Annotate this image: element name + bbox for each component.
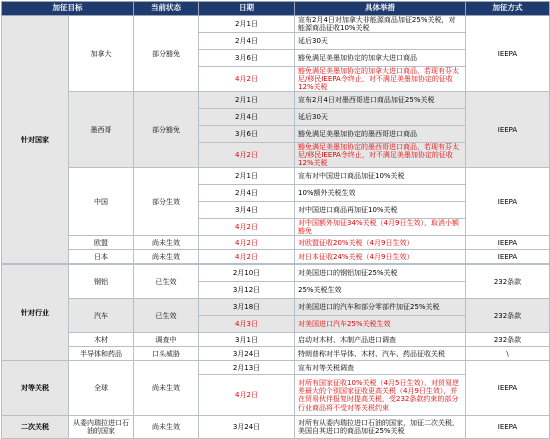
target-canada: 加拿大 [69,16,134,92]
measure-cell: 对美国进口的汽车和部分零部件加征25%关税 [295,299,466,316]
date-cell: 3月6日 [199,50,295,67]
table-row [2,236,550,250]
measure-cell: 特朗普称对半导体、木材、汽车、药品征收关税 [295,347,466,361]
status-china: 部分生效 [134,168,199,236]
date-cell: 2月1日 [199,16,295,33]
measure-cell: 豁免满足美墨加协定的加拿大进口商品，若现有芬太尼/移民IEEPA令终止，对不满足美墨加协定的征收12%关税 [295,67,466,92]
group-label-industries: 针对行业 [2,265,69,361]
measure-cell: 启动对木材、木制产品进口调查 [295,333,466,347]
header-row [2,2,550,16]
target-eu: 欧盟 [69,236,134,250]
measure-cell: 对欧盟征收20%关税（4月9日生效） [295,236,466,250]
header-date: 日期 [199,2,295,16]
date-cell: 4月3日 [199,316,295,333]
measure-cell: 对美国进口汽车25%关税生效 [295,316,466,333]
date-cell: 4月2日 [199,219,295,236]
table-row [2,265,550,282]
header-target: 加征目标 [2,2,134,16]
method-japan: IEEPA [466,250,550,264]
target-mexico: 墨西哥 [69,92,134,168]
measure-cell: 对所有国家征收10%关税（4月5日生效），对贸易逆差最大的个别国家征收更高关税（4月9日生效），并在贸易伙伴报复时提高关税，受232条款约束的部分行业商品将不受对等关税约束 [295,375,466,416]
table-row [2,299,550,316]
method-mexico: IEEPA [466,92,550,168]
status-auto: 已生效 [134,299,199,333]
header-method: 加征方式 [466,2,550,16]
date-cell: 3月24日 [199,416,295,439]
status-steel: 已生效 [134,265,199,299]
date-cell: 2月4日 [199,109,295,126]
date-cell: 2月1日 [199,168,295,185]
date-cell: 4月2日 [199,250,295,264]
status-eu: 尚未生效 [134,236,199,250]
target-timber: 木材 [69,333,134,347]
measure-cell: 宣布对中国进口商品加征10%关税 [295,168,466,185]
measure-cell: 对美国进口的钢铝加征25%关税 [295,265,466,282]
table-row [2,16,550,33]
table-row [2,92,550,109]
date-cell: 4月2日 [199,143,295,168]
measure-cell: 10%额外关税生效 [295,185,466,202]
measure-cell: 宣布对等关税调查 [295,361,466,375]
date-cell: 3月1日 [199,333,295,347]
group-label-countries: 针对国家 [2,16,69,264]
date-cell: 3月6日 [199,126,295,143]
table-row [2,361,550,375]
date-cell: 4月2日 [199,67,295,92]
target-japan: 日本 [69,250,134,264]
date-cell: 3月12日 [199,282,295,299]
header-status: 当前状态 [134,2,199,16]
method-semis: \ [466,347,550,361]
method-canada: IEEPA [466,16,550,92]
measure-cell: 宣布2月4日对墨西哥进口商品加征25%关税 [295,92,466,109]
tariff-table-lower [1,264,550,439]
date-cell: 4月2日 [199,236,295,250]
status-semis: 口头威胁 [134,347,199,361]
tariff-table [1,1,550,264]
measure-cell: 豁免满足美墨加协定的墨西哥进口商品，若现有芬太尼/移民IEEPA令终止，对不满足美墨加协定的征收12%关税 [295,143,466,168]
target-auto: 汽车 [69,299,134,333]
date-cell: 2月1日 [199,92,295,109]
target-steel: 钢铝 [69,265,134,299]
header-measures: 具体举措 [295,2,466,16]
measure-cell: 宣布2月4日对加拿大非能源商品加征25%关税，对能源商品征收10%关税 [295,16,466,33]
measure-cell: 豁免满足美墨加协定的加拿大进口商品 [295,50,466,67]
measure-cell: 对中国进口商品再加征10%关税 [295,202,466,219]
date-cell: 2月4日 [199,185,295,202]
status-mexico: 部分豁免 [134,92,199,168]
measure-cell: 豁免满足美墨加协定的墨西哥进口商品 [295,126,466,143]
status-canada: 部分豁免 [134,16,199,92]
method-eu: IEEPA [466,236,550,250]
status-timber: 调查中 [134,333,199,347]
date-cell: 3月18日 [199,299,295,316]
measure-cell: 25%关税生效 [295,282,466,299]
method-venezuela: IEEPA [466,416,550,439]
measure-cell: 延后30天 [295,33,466,50]
date-cell: 3月24日 [199,347,295,361]
table-row [2,333,550,347]
measure-cell: 对所有从委内瑞拉进口石油的国家，加征二次关税，美国自其进口的商品加征25%关税 [295,416,466,439]
target-global: 全球 [69,361,134,416]
target-semis: 半导体和药品 [69,347,134,361]
measure-cell: 对日本征收24%关税（4月9日生效） [295,250,466,264]
method-china: IEEPA [466,168,550,236]
status-japan: 尚未生效 [134,250,199,264]
method-global: IEEPA [466,361,550,416]
date-cell: 4月2日 [199,375,295,416]
group-label-secondary: 二次关税 [2,416,69,439]
status-global: 尚未生效 [134,361,199,416]
method-steel: 232条款 [466,265,550,299]
table-row [2,168,550,185]
table-row [2,347,550,361]
status-venezuela: 尚未生效 [134,416,199,439]
group-label-reciprocal: 对等关税 [2,361,69,416]
date-cell: 2月13日 [199,361,295,375]
date-cell: 3月4日 [199,202,295,219]
measure-cell: 延后30天 [295,109,466,126]
table-row [2,250,550,264]
method-timber: 232条款 [466,333,550,347]
method-auto: 232条款 [466,299,550,333]
date-cell: 2月4日 [199,33,295,50]
date-cell: 2月10日 [199,265,295,282]
target-china: 中国 [69,168,134,236]
target-venezuela: 从委内瑞拉进口石油的国家 [69,416,134,439]
measure-cell: 对中国额外加征34%关税（4月9日生效），取消小额豁免 [295,219,466,236]
